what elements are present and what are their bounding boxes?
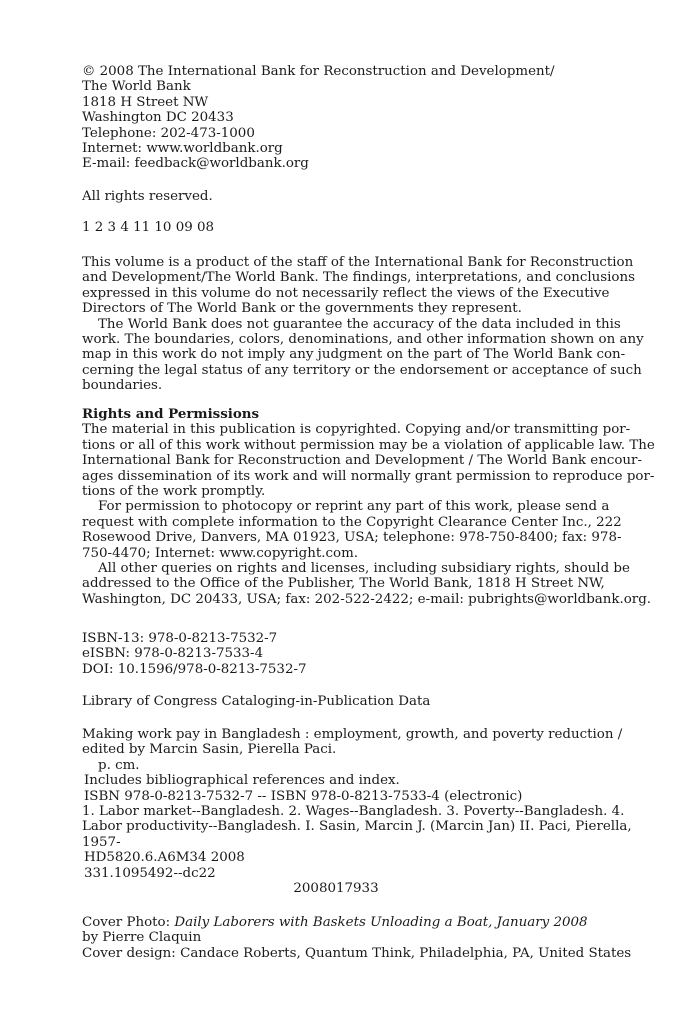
permissions-p1-line: tions or all of this work without permission may be a violation of applicable law. The [82, 437, 655, 453]
cip-isbn-line: ISBN 978-0-8213-7532-7 -- ISBN 978-0-8213-7533-4 (electronic) [84, 788, 523, 804]
permissions-p3-line: Washington, DC 20433, USA; fax: 202-522-2422; e-mail: pubrights@worldbank.org. [82, 591, 652, 607]
cover-photo-label: Cover Photo: [82, 915, 175, 930]
eisbn: eISBN: 978-0-8213-7533-4 [82, 646, 264, 662]
permissions-p2-line: 750-4470; Internet: www.copyright.com. [82, 545, 359, 561]
disclaimer-p2-line: boundaries. [82, 378, 163, 394]
cip-classification: HD5820.6.A6M34 2008 [84, 850, 245, 866]
telephone: Telephone: 202-473-1000 [82, 125, 255, 141]
printing-line-text: 1 2 3 4 11 10 09 08 [82, 220, 215, 235]
cip-editors: edited by Marcin Sasin, Pierella Paci. [82, 742, 337, 758]
isbn-block [82, 631, 590, 677]
cip-heading: Library of Congress Cataloging-in-Publication Data [82, 694, 431, 709]
rights-permissions-heading: Rights and Permissions [82, 406, 260, 422]
cover-photo-line [82, 915, 590, 930]
disclaimer-p1-line: This volume is a product of the staff of the International Bank for Reconstruction [82, 255, 634, 270]
cip-pages: p. cm. [98, 757, 140, 773]
permissions-p1-line: ages dissemination of its work and will normally grant permission to reproduce por- [82, 468, 655, 484]
street-address: 1818 H Street NW [82, 94, 209, 110]
permissions-p2-line: Rosewood Drive, Danvers, MA 01923, USA; telephone: 978-750-8400; fax: 978- [82, 530, 622, 546]
cip-lccn: 2008017933 [293, 881, 379, 897]
printing-line [82, 220, 590, 235]
permissions-p3-line: All other queries on rights and licenses, including subsidiary rights, should be [98, 561, 630, 577]
disclaimer-p1-line: expressed in this volume do not necessarily reflect the views of the Executive [82, 285, 610, 301]
email-address: E-mail: feedback@worldbank.org [82, 156, 309, 172]
disclaimer-p2-line: map in this work do not imply any judgment on the part of The World Bank con- [82, 347, 626, 363]
permissions-p2-line: request with complete information to the Copyright Clearance Center Inc., 222 [82, 514, 622, 530]
cip-includes: Includes bibliographical references and index. [84, 773, 400, 789]
internet-address: Internet: www.worldbank.org [82, 141, 283, 157]
rights-reserved-text: All rights reserved. [82, 189, 213, 204]
city-address: Washington DC 20433 [82, 110, 234, 126]
disclaimer-p1-line: and Development/The World Bank. The findings, interpretations, and conclusions [82, 270, 635, 286]
rights-permissions-block [82, 406, 655, 607]
cip-title: Making work pay in Bangladesh : employment, growth, and poverty reduction / [82, 727, 623, 742]
permissions-p3-line: addressed to the Office of the Publisher, The World Bank, 1818 H Street NW, [82, 576, 605, 592]
rights-reserved [82, 189, 590, 204]
publisher-name: The World Bank [82, 79, 191, 95]
copyright-line: © 2008 The International Bank for Reconstruction and Development/ [82, 64, 555, 79]
cip-heading-block [82, 694, 590, 709]
disclaimer-block [82, 255, 644, 394]
cover-credits [82, 915, 632, 961]
cover-photo-credit: by Pierre Claquin [82, 930, 202, 946]
copyright-block [82, 64, 590, 172]
disclaimer-p1-line: Directors of The World Bank or the governments they represent. [82, 301, 522, 317]
isbn-13: ISBN-13: 978-0-8213-7532-7 [82, 631, 278, 646]
disclaimer-p2-line: cerning the legal status of any territory or the endorsement or acceptance of such [82, 362, 642, 378]
cip-subjects-line: 1. Labor market--Bangladesh. 2. Wages--Bangladesh. 3. Poverty--Bangladesh. 4. [82, 804, 625, 820]
cip-dewey: 331.1095492--dc22 [84, 865, 216, 881]
permissions-p2-line: For permission to photocopy or reprint any part of this work, please send a [98, 499, 610, 515]
cip-record [82, 727, 632, 897]
permissions-p1-line: International Bank for Reconstruction and Development / The World Bank encour- [82, 453, 642, 469]
permissions-p1-line: tions of the work promptly. [82, 484, 266, 500]
cover-photo-title: Daily Laborers with Baskets Unloading a Boat, January 2008 [174, 915, 588, 930]
cover-design-credit: Cover design: Candace Roberts, Quantum Think, Philadelphia, PA, United States [82, 945, 632, 961]
cip-birth-year: 1957- [82, 834, 121, 850]
permissions-p1-line: The material in this publication is copyrighted. Copying and/or transmitting por- [82, 422, 631, 438]
doi: DOI: 10.1596/978-0-8213-7532-7 [82, 661, 307, 677]
disclaimer-p2-line: The World Bank does not guarantee the accuracy of the data included in this [98, 316, 621, 332]
cip-subjects-line: Labor productivity--Bangladesh. I. Sasin, Marcin J. (Marcin Jan) II. Paci, Pierella, [82, 819, 632, 835]
disclaimer-p2-line: work. The boundaries, colors, denominations, and other information shown on any [82, 332, 644, 348]
